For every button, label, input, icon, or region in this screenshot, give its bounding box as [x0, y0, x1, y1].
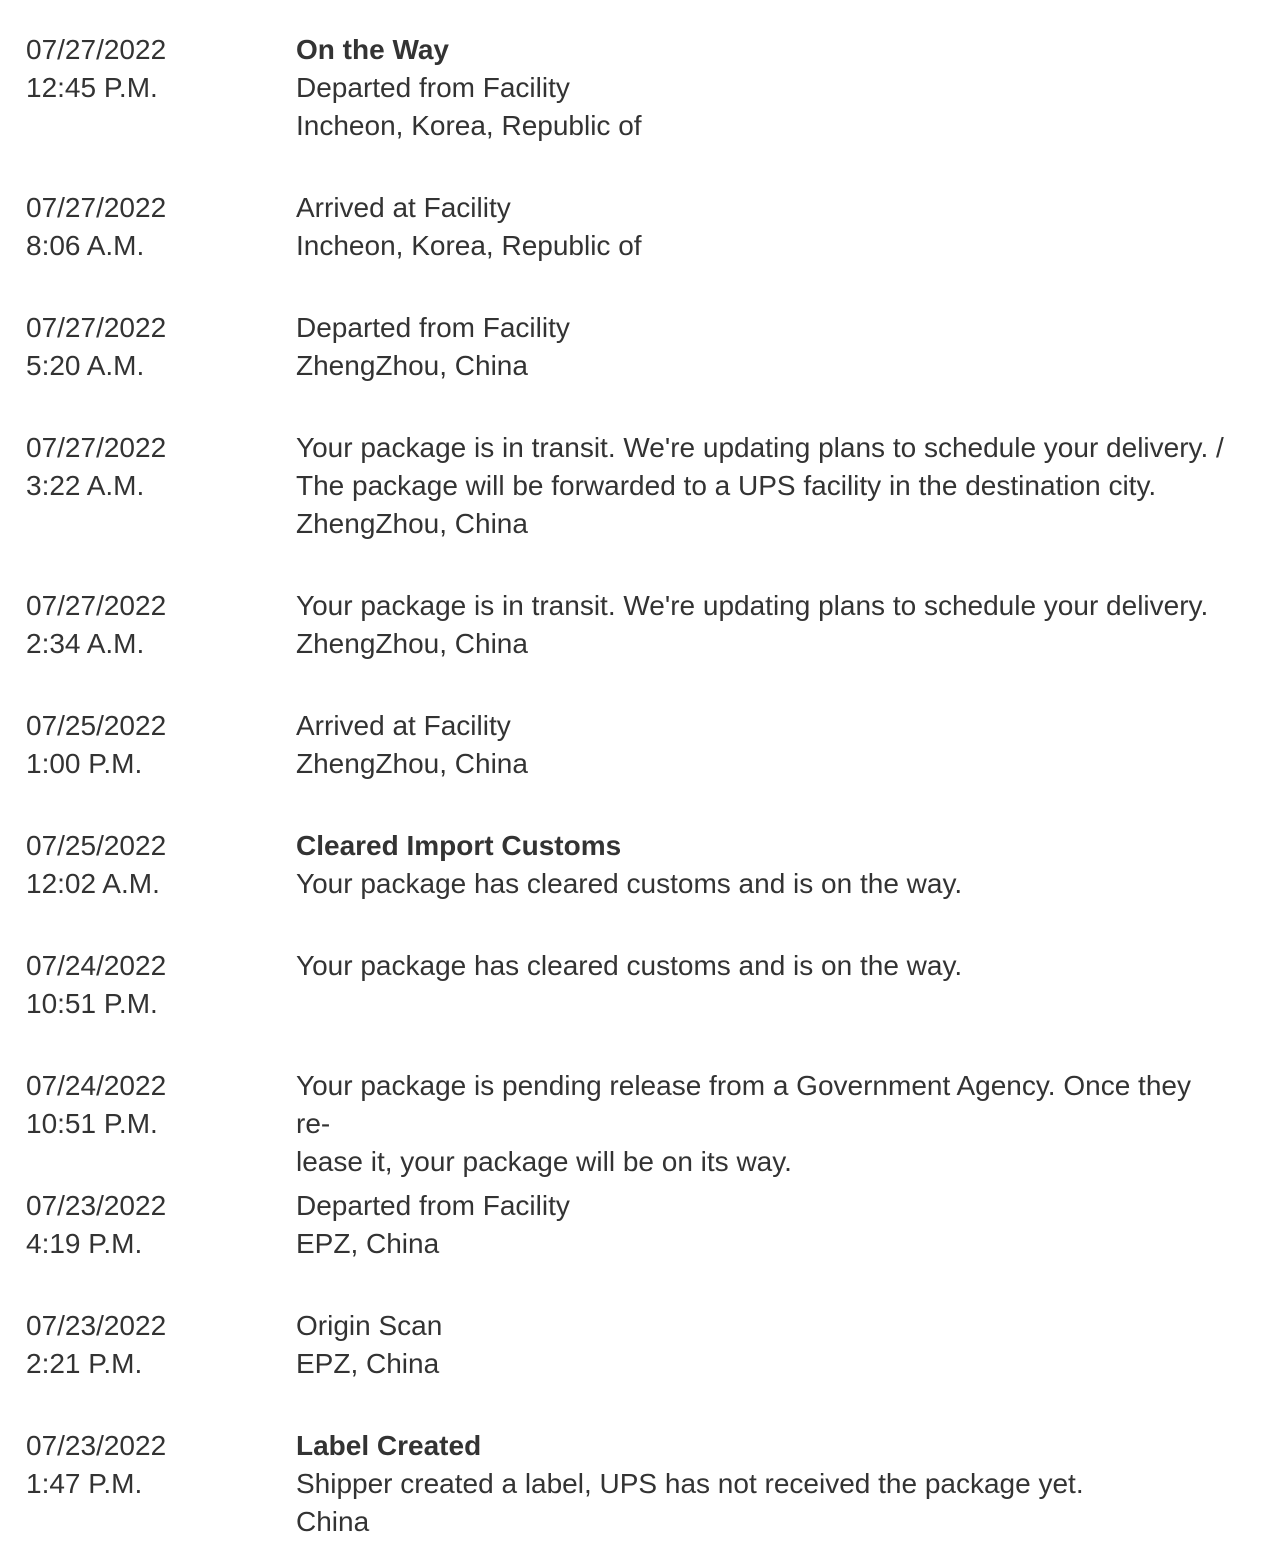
- event-activity: Your package has cleared customs and is on the way.: [296, 950, 963, 981]
- event-datetime: [0, 1067, 296, 1187]
- event-datetime: [0, 707, 296, 827]
- event-location: EPZ, China: [296, 1228, 440, 1259]
- event-time: 8:06 A.M.: [26, 230, 145, 261]
- event-location: ZhengZhou, China: [296, 628, 528, 659]
- event-activity: Your package is in transit. We're updating plans to schedule your delivery.: [296, 590, 1209, 621]
- event-datetime: [0, 1427, 296, 1547]
- event-time: 2:21 P.M.: [26, 1348, 143, 1379]
- event-activity: Your package has cleared customs and is on the way.: [296, 868, 963, 899]
- progress-event: [0, 707, 1270, 827]
- event-details: [296, 1067, 1226, 1187]
- event-time: 5:20 A.M.: [26, 350, 145, 381]
- event-time: 10:51 P.M.: [26, 1108, 158, 1139]
- event-details: [296, 1307, 1226, 1427]
- event-activity: Arrived at Facility: [296, 710, 511, 741]
- event-date: 07/23/2022: [26, 1190, 167, 1221]
- event-date: 07/27/2022: [26, 312, 167, 343]
- event-activity: Departed from Facility: [296, 1190, 570, 1221]
- event-time: 2:34 A.M.: [26, 628, 145, 659]
- event-activity: Arrived at Facility: [296, 192, 511, 223]
- event-details: [296, 309, 1226, 429]
- event-datetime: [0, 587, 296, 707]
- event-status: On the Way: [296, 34, 449, 65]
- event-date: 07/27/2022: [26, 432, 167, 463]
- progress-event: [0, 309, 1270, 429]
- progress-event: [0, 1067, 1270, 1187]
- event-activity-continued: lease it, your package will be on its way.: [296, 1146, 792, 1177]
- event-datetime: [0, 1187, 296, 1307]
- event-date: 07/27/2022: [26, 34, 167, 65]
- progress-event: [0, 587, 1270, 707]
- event-status: Label Created: [296, 1430, 482, 1461]
- progress-event: [0, 1307, 1270, 1427]
- event-activity: Origin Scan: [296, 1310, 443, 1341]
- event-datetime: [0, 189, 296, 309]
- event-location: ZhengZhou, China: [296, 748, 528, 779]
- event-activity: Shipper created a label, UPS has not received the package yet.: [296, 1468, 1084, 1499]
- event-location: ZhengZhou, China: [296, 350, 528, 381]
- event-details: [296, 827, 1226, 947]
- event-datetime: [0, 31, 296, 189]
- event-activity: Departed from Facility: [296, 312, 570, 343]
- event-details: [296, 707, 1226, 827]
- event-time: 12:45 P.M.: [26, 72, 158, 103]
- event-date: 07/23/2022: [26, 1430, 167, 1461]
- event-details: [296, 31, 1226, 189]
- progress-event: [0, 827, 1270, 947]
- event-activity: Your package is pending release from a Government Agency. Once they re-: [296, 1070, 1191, 1139]
- event-time: 10:51 P.M.: [26, 988, 158, 1019]
- event-date: 07/27/2022: [26, 590, 167, 621]
- event-date: 07/23/2022: [26, 1310, 167, 1341]
- event-location: China: [296, 1506, 370, 1537]
- progress-event: [0, 1427, 1270, 1547]
- event-activity: Departed from Facility: [296, 72, 570, 103]
- event-activity-continued: The package will be forwarded to a UPS facility in the destination city.: [296, 470, 1157, 501]
- event-location: Incheon, Korea, Republic of: [296, 110, 642, 141]
- event-location: Incheon, Korea, Republic of: [296, 230, 642, 261]
- event-date: 07/25/2022: [26, 710, 167, 741]
- event-details: [296, 1427, 1226, 1547]
- progress-event: [0, 947, 1270, 1067]
- event-time: 1:47 P.M.: [26, 1468, 143, 1499]
- event-date: 07/27/2022: [26, 192, 167, 223]
- event-datetime: [0, 947, 296, 1067]
- progress-event: [0, 189, 1270, 309]
- event-datetime: [0, 827, 296, 947]
- event-date: 07/24/2022: [26, 950, 167, 981]
- progress-event: [0, 429, 1270, 587]
- event-details: [296, 189, 1226, 309]
- event-date: 07/24/2022: [26, 1070, 167, 1101]
- event-details: [296, 947, 1226, 1067]
- event-time: 12:02 A.M.: [26, 868, 160, 899]
- event-status: Cleared Import Customs: [296, 830, 622, 861]
- event-datetime: [0, 309, 296, 429]
- event-details: [296, 429, 1226, 587]
- event-time: 1:00 P.M.: [26, 748, 143, 779]
- event-location: ZhengZhou, China: [296, 508, 528, 539]
- progress-event: [0, 31, 1270, 189]
- event-datetime: [0, 1307, 296, 1427]
- event-details: [296, 1187, 1226, 1307]
- event-date: 07/25/2022: [26, 830, 167, 861]
- event-datetime: [0, 429, 296, 587]
- event-activity: Your package is in transit. We're updating plans to schedule your delivery. /: [296, 432, 1224, 463]
- progress-event: [0, 1187, 1270, 1307]
- event-time: 4:19 P.M.: [26, 1228, 143, 1259]
- event-details: [296, 587, 1226, 707]
- event-time: 3:22 A.M.: [26, 470, 145, 501]
- event-location: EPZ, China: [296, 1348, 440, 1379]
